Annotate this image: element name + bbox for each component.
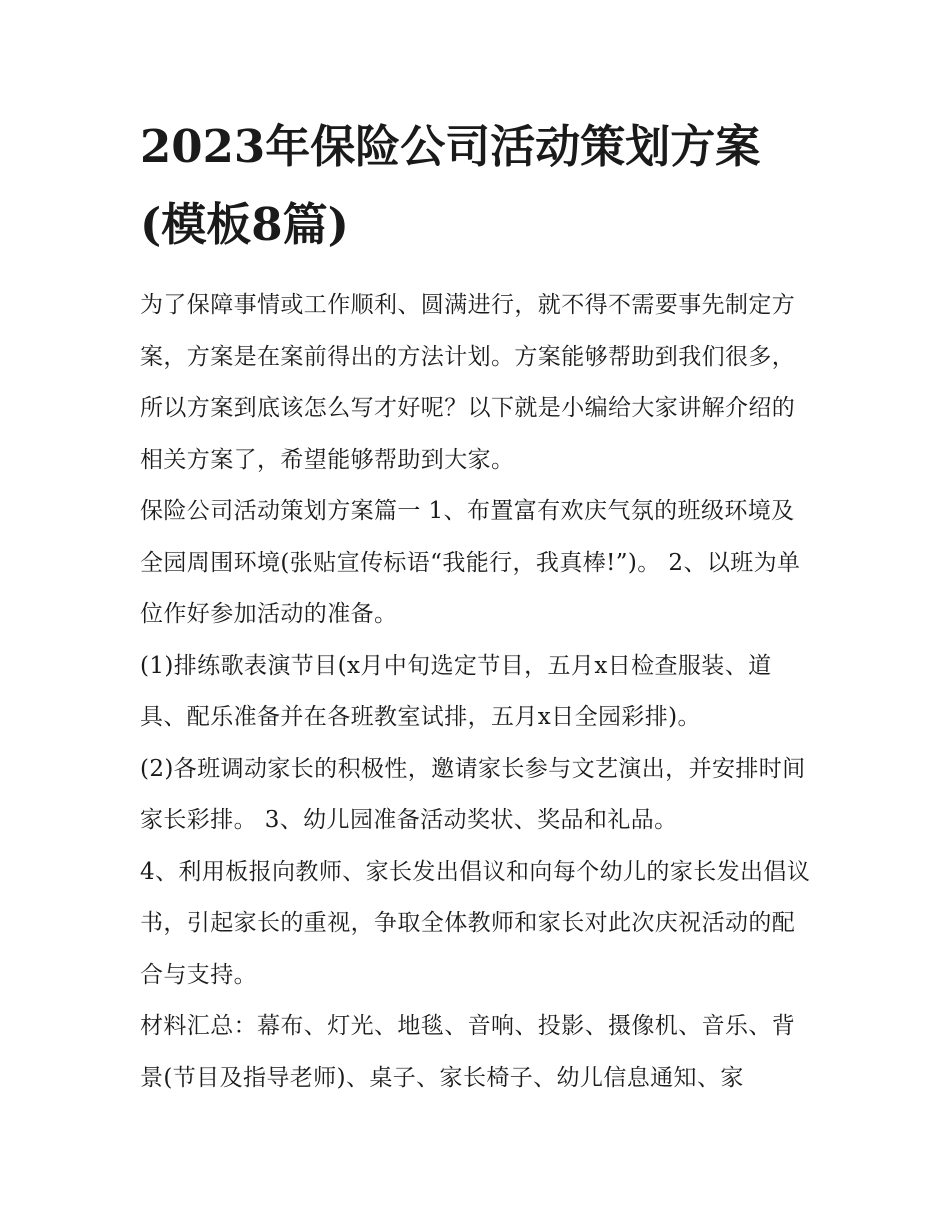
document-body <box>140 108 812 1104</box>
paragraph-materials: 材料汇总：幕布、灯光、地毯、音响、投影、摄像机、音乐、背景(节目及指导老师)、桌子、家长椅子、幼儿信息通知、家 <box>140 1013 796 1091</box>
paragraph-intro: 为了保障事情或工作顺利、圆满进行，就不得不需要事先制定方案，方案是在案前得出的方法计划。方案能够帮助到我们很多，所以方案到底该怎么写才好呢？以下就是小编给大家讲解介绍的相关方案了，希望能够帮助到大家。 <box>140 292 796 473</box>
paragraph-parents: (2)各班调动家长的积极性，邀请家长参与文艺演出，并安排时间家长彩排。 3、幼儿园准备活动奖状、奖品和礼品。 <box>140 755 806 833</box>
paragraph-plan-one: 保险公司活动策划方案篇一 1、布置富有欢庆气氛的班级环境及全园周围环境(张贴宣传标语“我能行，我真棒!”)。 2、以班为单位作好参加活动的准备。 <box>140 498 801 627</box>
paragraph-rehearsal: (1)排练歌表演节目(x月中旬选定节目，五月x日检查服装、道具、配乐准备并在各班教室试排，五月x日全园彩排)。 <box>140 652 772 730</box>
paragraph-blackboard: 4、利用板报向教师、家长发出倡议和向每个幼儿的家长发出倡议书，引起家长的重视，争取全体教师和家长对此次庆祝活动的配合与支持。 <box>140 858 811 988</box>
document-title: 2023年保险公司活动策划方案(模板8篇) <box>140 120 761 251</box>
